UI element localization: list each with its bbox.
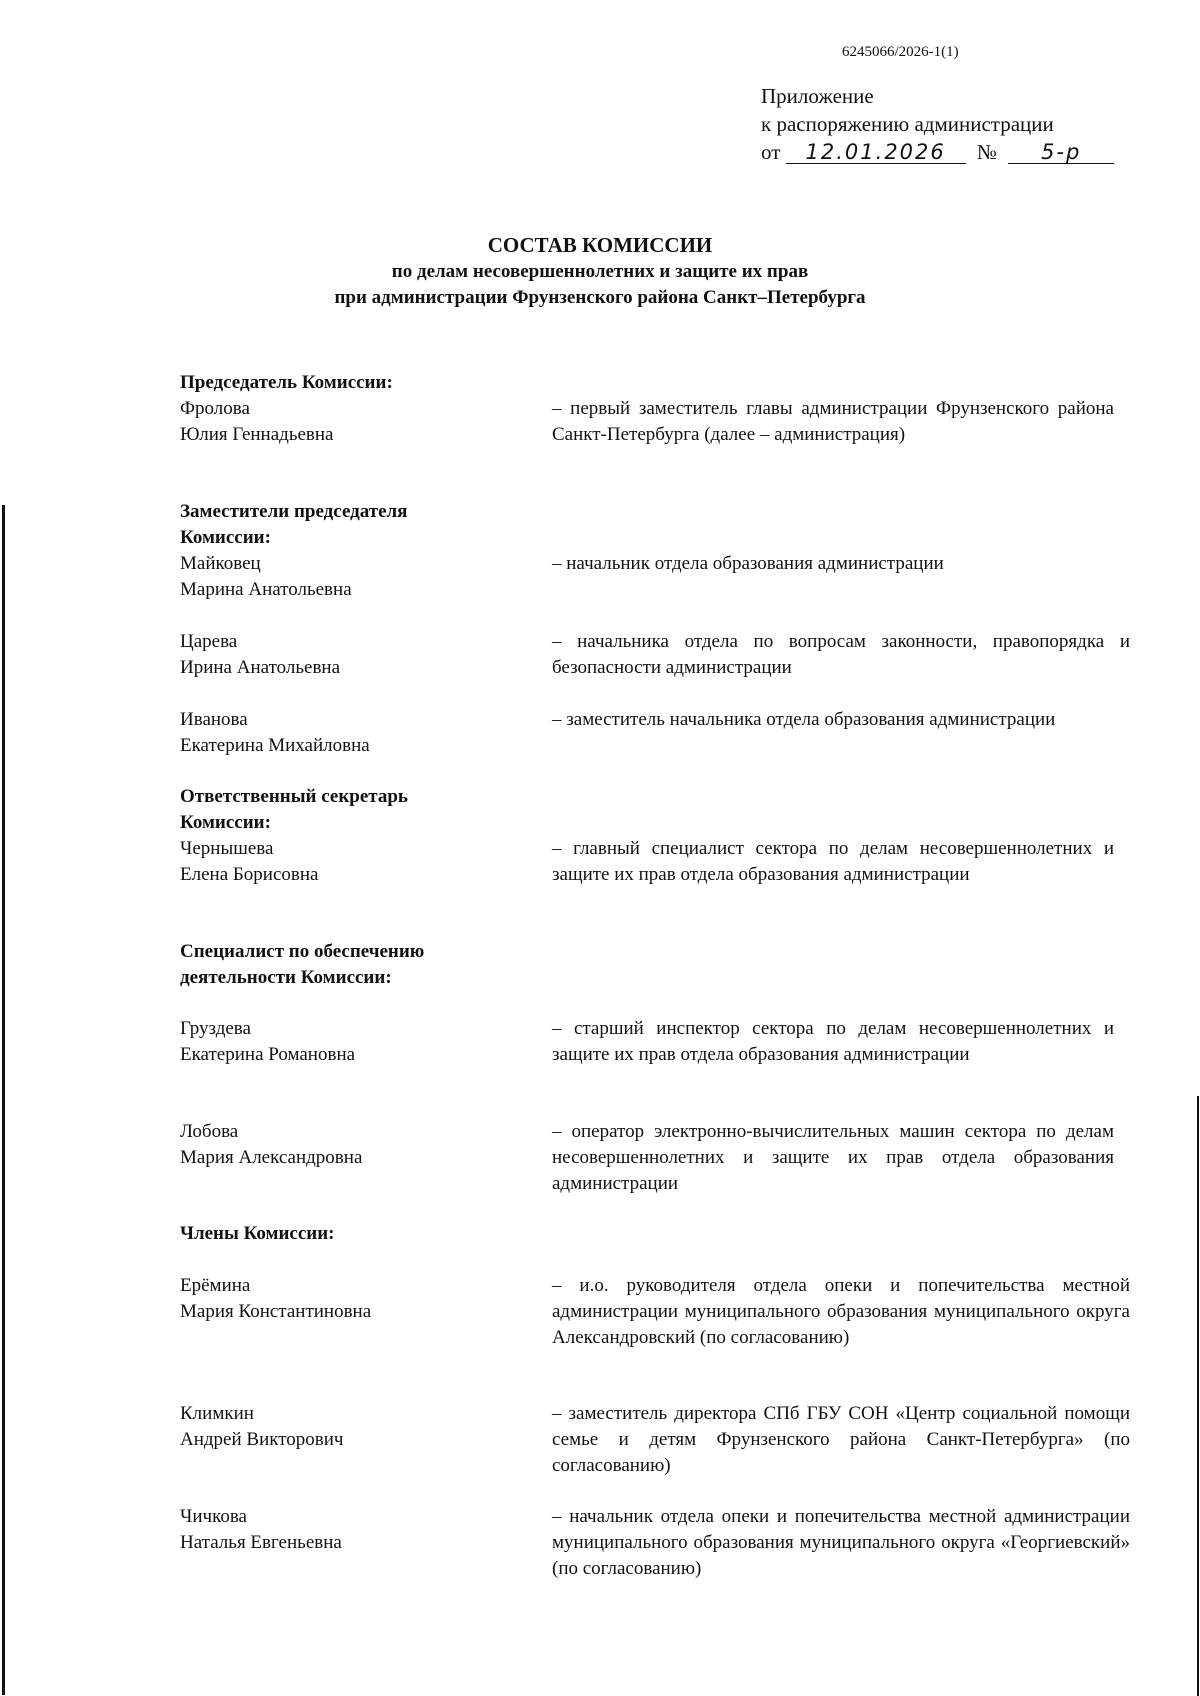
member-surname: Чернышева [180,838,274,859]
member-given-names: Екатерина Михайловна [180,735,370,756]
section-title-line: Заместители председателя [180,501,408,522]
member-position: – начальника отдела по вопросам законности, правопорядка и безопасности администрации [552,631,1130,678]
member-name [180,1504,510,1556]
member-surname: Лобова [180,1121,239,1142]
appendix-signature-line [761,138,1114,166]
member-given-names: Мария Константиновна [180,1301,372,1322]
section-title-secretary [180,784,510,836]
member-position: – главный специалист сектора по делам несовершеннолетних и защите их прав отдела образования администрации [552,838,1114,885]
member-surname: Климкин [180,1403,254,1424]
member-name [180,1119,510,1171]
member-position: – начальник отдела опеки и попечительства местной администрации муниципального образования муниципального округа «Георгиевский» (по согласованию) [552,1506,1130,1579]
section-title-line: Ответственный секретарь [180,786,408,807]
member-surname: Груздева [180,1018,251,1039]
member-name [180,836,510,888]
document-id: 6245066/2026-1(1) [842,44,959,60]
heading-line-2: по делам несовершеннолетних и защите их прав [391,261,809,282]
member-name [180,551,510,603]
section-title-line: Комиссии: [180,527,271,548]
number-label: № [976,140,997,164]
heading-line-3: при администрации Фрунзенского района Санкт–Петербурга [334,287,866,308]
heading-title: СОСТАВ КОМИССИИ [487,233,713,257]
member-name [180,1016,510,1068]
member-name [180,1401,510,1453]
appendix-title: Приложение [761,84,874,108]
member-given-names: Екатерина Романовна [180,1044,356,1065]
section-title-members: Члены Комиссии: [180,1223,335,1244]
member-position: – и.о. руководителя отдела опеки и попечительства местной администрации муниципального образования муниципального округа Александровский (по согласованию) [552,1275,1130,1348]
member-position: – заместитель начальника отдела образования администрации [552,709,1056,730]
member-surname: Иванова [180,709,248,730]
member-position: – начальник отдела образования администрации [552,553,944,574]
member-given-names: Наталья Евгеньевна [180,1532,342,1553]
member-surname: Чичкова [180,1506,247,1527]
member-position: – оператор электронно-вычислительных машин сектора по делам несовершеннолетних и защите их прав отдела образования администрации [552,1121,1114,1194]
appendix-subtitle: к распоряжению администрации [761,112,1054,136]
member-position: – первый заместитель главы администрации Фрунзенского района Санкт-Петербурга (далее – администрация) [552,398,1114,445]
section-title-specialist [180,939,510,991]
section-title-chair: Председатель Комиссии: [180,372,393,393]
member-name [180,629,510,681]
section-title-line: Комиссии: [180,812,271,833]
from-label: от [761,140,781,164]
member-position: – старший инспектор сектора по делам несовершеннолетних и защите их прав отдела образования администрации [552,1018,1114,1065]
member-surname: Фролова [180,398,250,419]
member-surname: Царева [180,631,238,652]
member-surname: Майковец [180,553,261,574]
member-given-names: Мария Александровна [180,1147,363,1168]
scan-edge-right [1197,1096,1199,1696]
member-surname: Ерёмина [180,1275,251,1296]
scan-edge-left [2,505,5,1695]
member-given-names: Марина Анатольевна [180,579,352,600]
handwritten-date: 12.01.2026 [786,141,966,164]
member-name [180,707,510,759]
section-title-deputies [180,499,510,551]
member-position: – заместитель директора СПб ГБУ СОН «Центр социальной помощи семье и детям Фрунзенского района Санкт-Петербурга» (по согласованию) [552,1403,1130,1476]
member-given-names: Юлия Геннадьевна [180,424,334,445]
member-given-names: Елена Борисовна [180,864,319,885]
member-name [180,396,510,448]
member-name [180,1273,510,1325]
document-heading [0,232,1200,311]
section-title-line: деятельности Комиссии: [180,967,392,988]
appendix-block [761,82,1114,166]
section-title-line: Специалист по обеспечению [180,941,425,962]
member-given-names: Ирина Анатольевна [180,657,341,678]
handwritten-number: 5-р [1008,141,1114,164]
member-given-names: Андрей Викторович [180,1429,344,1450]
